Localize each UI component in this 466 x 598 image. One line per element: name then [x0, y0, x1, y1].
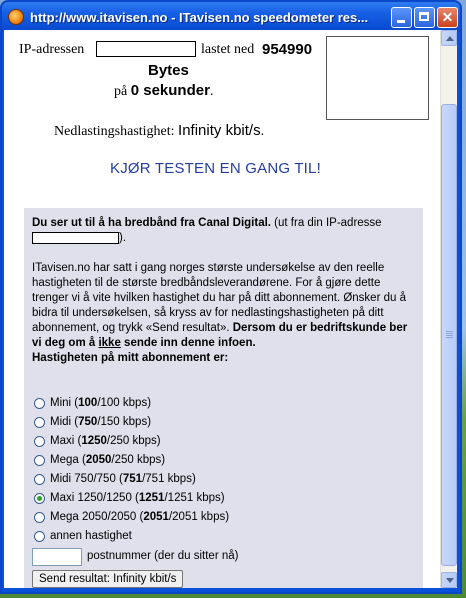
ad-box [326, 36, 429, 120]
speed-option[interactable] [34, 432, 161, 450]
download-speed-suffix: . [260, 124, 265, 139]
speed-option-up: 250 kbps [114, 454, 162, 466]
speed-option[interactable] [34, 470, 196, 488]
speed-option-other-label: annen hastighet [50, 530, 132, 542]
download-speed-label: Nedlastingshastighet: [54, 124, 175, 139]
radio-button[interactable] [34, 531, 45, 542]
send-result-button[interactable]: Send resultat: Infinity kbit/s [32, 570, 183, 588]
speed-option-up: 250 kbps [110, 435, 157, 447]
ip-address-field [96, 41, 196, 57]
postnummer-label: postnummer (der du sitter nå) [87, 550, 239, 562]
download-speed-line [54, 122, 264, 140]
duration-value: 0 sekunder [130, 82, 210, 99]
speed-option[interactable] [34, 508, 229, 526]
radio-button[interactable] [34, 512, 45, 523]
bytes-label: Bytes [148, 62, 189, 79]
speed-option-down: 1250 [81, 435, 107, 447]
window-title: http://www.itavisen.no - ITavisen.no speedometer res... [30, 10, 369, 25]
survey-intro [32, 216, 417, 246]
postnummer-input[interactable] [32, 548, 82, 566]
business-notice-ikke: ikke [98, 337, 121, 349]
duration-line [114, 82, 213, 100]
radio-button[interactable] [34, 436, 45, 447]
speed-option-name: Maxi [50, 435, 75, 447]
survey-ip-field [32, 232, 119, 244]
speed-option-up: 751 kbps [145, 473, 192, 485]
run-test-again-link[interactable]: KJØR TESTEN EN GANG TIL! [110, 160, 321, 177]
scroll-up-arrow-icon[interactable] [441, 30, 457, 46]
page-content [4, 30, 440, 588]
downloaded-label: lastet ned [201, 42, 255, 57]
speed-question: Hastigheten på mitt abonnement er: [32, 352, 229, 364]
download-speed-value: Infinity kbit/s [178, 122, 261, 139]
radio-button[interactable] [34, 455, 45, 466]
speed-option-name: Midi [50, 416, 72, 428]
speed-option-down: 2051 [143, 511, 169, 523]
speed-option-name: Mega [50, 454, 79, 466]
survey-intro-rest: (ut fra din IP-adresse [270, 217, 382, 229]
speed-option-label: Mega 2050/2050 (2051/2051 kbps) [50, 511, 230, 523]
duration-suffix: . [209, 84, 214, 99]
maximize-button[interactable] [414, 7, 435, 28]
scrollbar-thumb[interactable] [441, 104, 457, 566]
radio-button[interactable] [34, 417, 45, 428]
speed-option-name: Mega 2050/2050 [50, 511, 137, 523]
speed-option-name: Midi 750/750 [50, 473, 116, 485]
close-button[interactable] [437, 7, 458, 28]
speed-option[interactable] [34, 451, 165, 469]
business-notice-end: sende inn denne infoen. [120, 337, 256, 349]
speed-option-up: 100 kbps [100, 397, 148, 409]
duration-prefix: på [114, 84, 128, 99]
speed-option[interactable] [34, 394, 151, 412]
speed-option-up: 150 kbps [100, 416, 148, 428]
speed-option-down: 751 [122, 473, 143, 485]
minimize-icon [392, 8, 411, 27]
radio-button-selected[interactable] [34, 493, 45, 504]
survey-panel [24, 208, 423, 588]
speed-option-down: 1251 [138, 492, 165, 504]
survey-body-text: ITavisen.no har satt i gang norges største undersøkelse av den reelle hastigheten til de største bredbåndsleverandørene. For å gjøre dette trenger vi å vite hvilken hastighet du har på ditt abonnement. Ønsker du å bidra til undersøkelsen, så kryss av for nedlastingshastigheten på ditt abonnement, og trykk «Send resultat». [32, 262, 406, 334]
survey-body [32, 261, 417, 366]
speed-option-name: Mini [50, 397, 72, 409]
title-bar[interactable] [2, 2, 460, 32]
speed-option-down: 2050 [85, 454, 112, 466]
speed-option-label: Mini (100/100 kbps) [50, 397, 152, 409]
radio-button[interactable] [34, 398, 45, 409]
speed-option[interactable] [34, 413, 151, 431]
ip-label: IP-adressen [19, 42, 85, 57]
speed-option-other[interactable] [34, 527, 132, 545]
speed-option-label: Midi 750/750 (751/751 kbps) [50, 473, 196, 485]
speed-option-down: 100 [78, 397, 98, 409]
minimize-button[interactable] [391, 7, 412, 28]
survey-intro-end: ). [119, 232, 127, 244]
close-icon: ✕ [441, 9, 454, 25]
firefox-icon [8, 9, 24, 25]
speed-option-label: Maxi (1250/250 kbps) [50, 435, 161, 447]
survey-intro-bold: Du ser ut til å ha bredbånd fra Canal Digital. [32, 217, 271, 229]
maximize-icon [415, 8, 434, 27]
speed-option-up: 2051 kbps [172, 511, 226, 523]
speed-option-down: 750 [78, 416, 98, 428]
speed-option-label: Maxi 1250/1250 (1251/1251 kbps) [50, 492, 225, 504]
speed-option-label: Midi (750/150 kbps) [50, 416, 152, 428]
speed-option-name: Maxi 1250/1250 [50, 492, 132, 504]
bytes-value: 954990 [262, 41, 313, 58]
scroll-down-arrow-icon[interactable] [441, 572, 457, 588]
vertical-scrollbar[interactable] [440, 30, 457, 588]
business-notice-text: Dersom du er bedriftskunde ber vi deg om å [32, 322, 408, 349]
speed-option[interactable] [34, 489, 225, 507]
speed-option-up: 1251 kbps [167, 492, 221, 504]
radio-button[interactable] [34, 474, 45, 485]
speed-option-label: Mega (2050/250 kbps) [50, 454, 166, 466]
